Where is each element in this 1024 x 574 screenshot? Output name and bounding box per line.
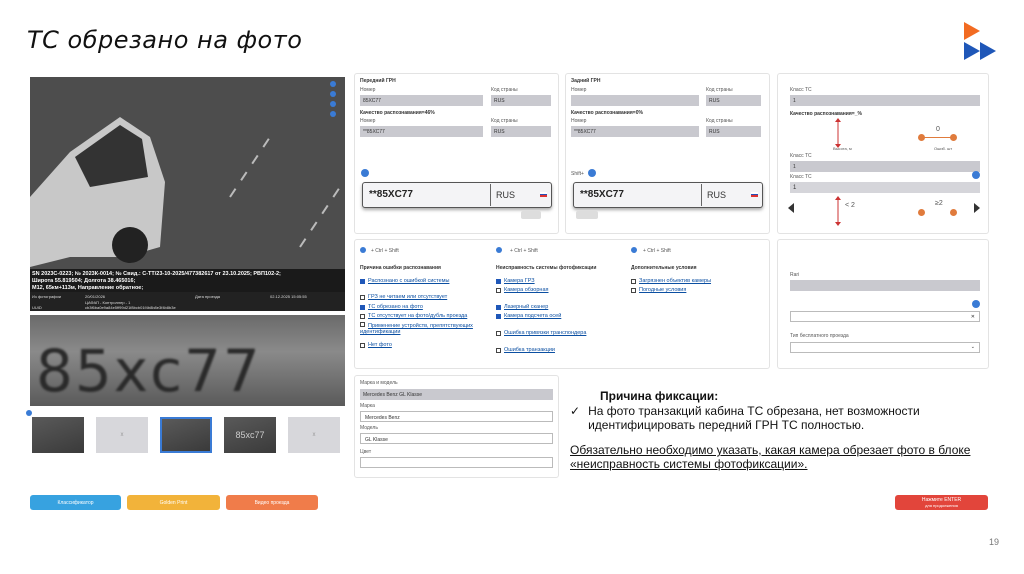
- rear-number-input[interactable]: [571, 95, 699, 106]
- rear-plate-panel: Задний ГРН Номер Код страны RUS Качество распознавания=0% Номер Код страны **85ХС77 RUS Shift+ **85XC77 RUS: [565, 73, 770, 234]
- zoom-controls[interactable]: [327, 81, 339, 117]
- prev-class-icon[interactable]: [788, 203, 794, 213]
- axle-icon: [950, 209, 957, 216]
- front-number-input[interactable]: 85ХС77: [360, 95, 483, 106]
- info-icon[interactable]: [361, 169, 369, 177]
- make-model-input[interactable]: Mercedes Benz GL Klasse: [360, 389, 553, 400]
- front-plate-controls[interactable]: [521, 211, 541, 219]
- reason-checkbox[interactable]: Применение устройств, препятствующих идентификации: [360, 323, 473, 335]
- condition-checkbox[interactable]: Загрязнен объектив камеры: [631, 278, 711, 284]
- camera-checkbox[interactable]: Ошибка транзакции: [496, 347, 555, 353]
- camera-checkbox[interactable]: Ошибка привязки транспондера: [496, 330, 586, 336]
- chevron-down-icon: ⌄: [970, 344, 975, 350]
- front-country-input[interactable]: RUS: [491, 95, 551, 106]
- plate-crop-photo[interactable]: 85хс77: [30, 315, 345, 406]
- reason-checkbox[interactable]: Нет фото: [360, 342, 392, 348]
- reason-checkbox[interactable]: ТС отсутствует на фото/дубль проезда: [360, 313, 467, 319]
- clear-icon: ✕: [970, 314, 975, 320]
- front-country2-input[interactable]: RUS: [491, 126, 551, 137]
- vehicle-class-panel: Класс ТС 1 Качество распознавания=_% 0 Высота, м Ошиб. шт Класс ТС 1 Класс ТС 1 < 2 ≥2: [777, 73, 989, 234]
- camera-checkbox[interactable]: Камера подсчета осей: [496, 313, 561, 319]
- class-input-2[interactable]: 1: [790, 161, 980, 172]
- hotkey-icon: [496, 247, 502, 253]
- hotkey-icon: [360, 247, 366, 253]
- classifier-button[interactable]: Классификатор: [30, 495, 121, 510]
- thumbs-prev-icon[interactable]: [26, 410, 32, 416]
- rear-plate-controls[interactable]: [576, 211, 598, 219]
- front-number2-input[interactable]: **85ХС77: [360, 126, 483, 137]
- explanation-note: [570, 389, 1010, 471]
- hotkey-icon: [631, 247, 637, 253]
- zoom-in-icon[interactable]: [330, 81, 336, 87]
- height-arrow-icon: [828, 196, 858, 226]
- note-title: Причина фиксации:: [600, 389, 719, 403]
- info-icon[interactable]: [588, 169, 596, 177]
- front-plate-panel: Передний ГРН Номер Код страны 85ХС77 RUS Качество распознавания=46% Номер Код страны **85ХС77 RUS **85XC77 RUS: [354, 73, 559, 234]
- photo-caption-1: SN 2023С-0223; № 2023К-0014; № Свид.: С-ТТ/23-10-2025/477382617 от 23.10.2025; РВП102-2;: [32, 271, 281, 277]
- thumbnail[interactable]: [160, 417, 212, 453]
- reason-checkbox[interactable]: ТС обрезано на фото: [360, 304, 423, 310]
- page-number: 19: [989, 537, 1000, 547]
- axle-icon: [918, 209, 925, 216]
- photo-table: Из фотографии 20/01/2026 Дата проезда 02.12.2025 15:05:55 ЦАФАП - Контроллер - 1 UUID cb3f6ba0e9a84e5ff99d21f8bcb01f4b8b8e3f4b8b3e: [30, 292, 345, 311]
- rari-select[interactable]: [790, 311, 980, 322]
- camera-checkbox[interactable]: Камера ГРЗ: [496, 278, 535, 284]
- note-bullet: ✓ На фото транзакций кабина ТС обрезана, нет возможности идентифицировать передний ГРН ТС полностью.: [570, 404, 920, 432]
- color-select[interactable]: [360, 457, 553, 468]
- flag-icon: [540, 192, 547, 197]
- model-select[interactable]: GL Klasse: [360, 433, 553, 444]
- reasons-panel: + Ctrl + Shift + Ctrl + Shift + Ctrl + Shift Причина ошибки распознавания Неисправность системы фотофиксации Дополнительные условия Распознано с ошибкой системы ГРЗ не читаем или отсутствует ТС обрезано на фото ТС отсутствует на фото/дубль проезда Применение устройств, препятствующих идентификации Нет фото Камера ГРЗ Камера обзорная Лазерный сканер Камера подсчета осей Ошибка привязки транспондера Ошибка транзакции Загрязнен объектив камеры Погодные условия: [354, 239, 770, 369]
- move-icon[interactable]: [330, 111, 336, 117]
- rear-plate-image: **85XC77 RUS: [573, 182, 763, 208]
- flag-icon: [751, 192, 758, 197]
- condition-checkbox[interactable]: Погодные условия: [631, 287, 686, 293]
- photo-caption-3: М12, 65км+113м, Направление обратное;: [32, 285, 144, 291]
- photo-caption-2: Широта 55.819504; Долгота 38.465016;: [32, 278, 136, 284]
- free-pass-select[interactable]: [790, 342, 980, 353]
- reason-checkbox[interactable]: Распознано с ошибкой системы: [360, 278, 449, 284]
- submit-enter-button[interactable]: Нажмите ENTER для продолжения: [895, 495, 988, 510]
- camera-checkbox[interactable]: Камера обзорная: [496, 287, 549, 293]
- camera-checkbox[interactable]: Лазерный сканер: [496, 304, 548, 310]
- rari-input[interactable]: [790, 280, 980, 291]
- zoom-out-icon[interactable]: [330, 91, 336, 97]
- golden-print-button[interactable]: Golden Print: [127, 495, 220, 510]
- thumbnail[interactable]: 85хс77: [224, 417, 276, 453]
- rear-country-input[interactable]: RUS: [706, 95, 761, 106]
- info-icon[interactable]: [972, 171, 980, 179]
- class-input-3[interactable]: 1: [790, 182, 980, 193]
- rear-number2-input[interactable]: **85ХС77: [571, 126, 699, 137]
- axle-line: [924, 137, 952, 138]
- thumbnail[interactable]: x: [96, 417, 148, 453]
- brand-logo: [962, 20, 1002, 62]
- note-warning: Обязательно необходимо указать, какая камера обрезает фото в блоке «неисправность системы фотофиксации».: [570, 443, 971, 471]
- class-input-1[interactable]: 1: [790, 95, 980, 106]
- video-button[interactable]: Видео проезда: [226, 495, 318, 510]
- next-class-icon[interactable]: [974, 203, 980, 213]
- vehicle-photo[interactable]: [30, 77, 345, 311]
- rear-country2-input[interactable]: RUS: [706, 126, 761, 137]
- reason-checkbox[interactable]: ГРЗ не читаем или отсутствует: [360, 294, 447, 300]
- free-pass-panel: Rari ✕ Тип бесплатного проезда ⌄: [777, 239, 989, 369]
- rotate-icon[interactable]: [330, 101, 336, 107]
- front-plate-image: **85XC77 RUS: [362, 182, 552, 208]
- thumbnail[interactable]: [32, 417, 84, 453]
- info-icon[interactable]: [972, 300, 980, 308]
- make-select[interactable]: Mercedes Benz: [360, 411, 553, 422]
- height-arrow-icon: [828, 118, 858, 148]
- checkmark-icon: ✓: [570, 404, 581, 418]
- vehicle-model-panel: Марка и модель Mercedes Benz GL Klasse Марка Mercedes Benz Модель GL Klasse Цвет: [354, 375, 559, 478]
- thumbnail[interactable]: x: [288, 417, 340, 453]
- page-title: ТС обрезано на фото: [27, 26, 303, 54]
